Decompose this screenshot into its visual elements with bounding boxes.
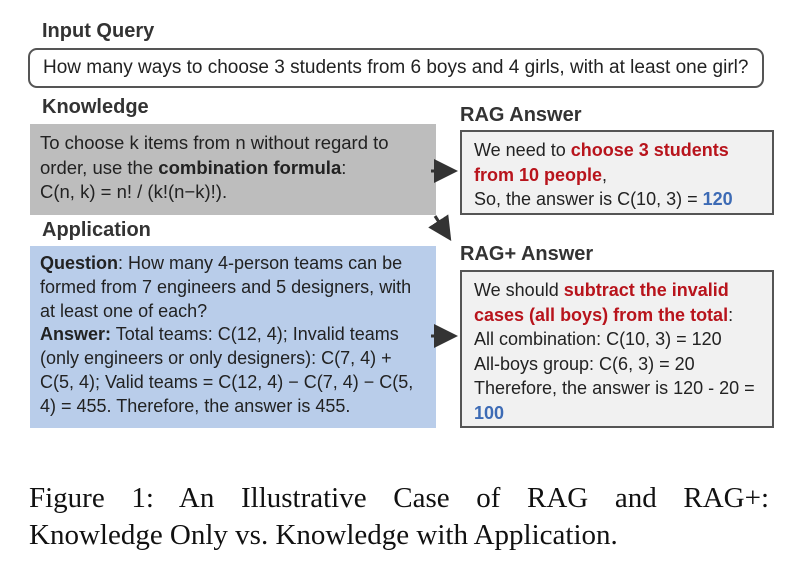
knowledge-bold-term: combination formula: [158, 156, 342, 178]
input-query-box: How many ways to choose 3 students from 6 boys and 4 girls, with at least one girl?: [28, 48, 764, 88]
figure-caption: [29, 480, 769, 554]
ragplus-line3: Therefore, the answer is 120 - 20 =: [474, 378, 755, 398]
ragplus-answer-heading: RAG+ Answer: [460, 243, 594, 265]
ragplus-value: 100: [474, 402, 505, 423]
ragplus-post: :: [728, 304, 734, 325]
ragplus-pre: We should: [474, 280, 564, 300]
knowledge-heading: Knowledge: [42, 96, 149, 118]
answer-text: Total teams: C(12, 4); Invalid teams (only engineers or only designers): C(7, 4) + C(5, 4); Valid teams = C(12, 4) − C(7, 4) − C(5, 4) = 455. Therefore, the answer is 455.: [40, 324, 414, 416]
knowledge-formula: C(n, k) = n! / (k!(n−k)!).: [40, 181, 228, 202]
question-label: Question: [40, 253, 119, 273]
ragplus-highlight: subtract the invalid cases (all boys) from the total: [474, 280, 729, 325]
caption-line1: Figure 1: An Illustrative Case of RAG and RAG+:: [29, 482, 769, 514]
answer-label: Answer:: [40, 324, 112, 345]
knowledge-colon: :: [341, 156, 347, 178]
caption-line2: Knowledge Only vs. Knowledge with Application.: [29, 519, 618, 551]
question-text: : How many 4-person teams can be formed from 7 engineers and 5 designers, with at least one of each?: [40, 253, 412, 321]
rag-line2: So, the answer is C(10, 3) =: [474, 189, 703, 209]
rag-answer-heading: RAG Answer: [460, 104, 582, 126]
application-heading: Application: [42, 219, 151, 241]
rag-post: ,: [602, 164, 608, 185]
rag-value: 120: [702, 189, 733, 209]
rag-pre: We need to: [474, 140, 571, 160]
knowledge-text: To choose k items from n without regard to order, use the: [40, 132, 389, 178]
arrow-rag-to-ragplus: [435, 216, 448, 236]
ragplus-line2: All-boys group: C(6, 3) = 20: [474, 353, 695, 374]
ragplus-line1: All combination: C(10, 3) = 120: [474, 329, 722, 349]
rag-highlight: choose 3 students from 10 people: [474, 140, 729, 185]
input-query-heading: Input Query: [42, 20, 155, 42]
